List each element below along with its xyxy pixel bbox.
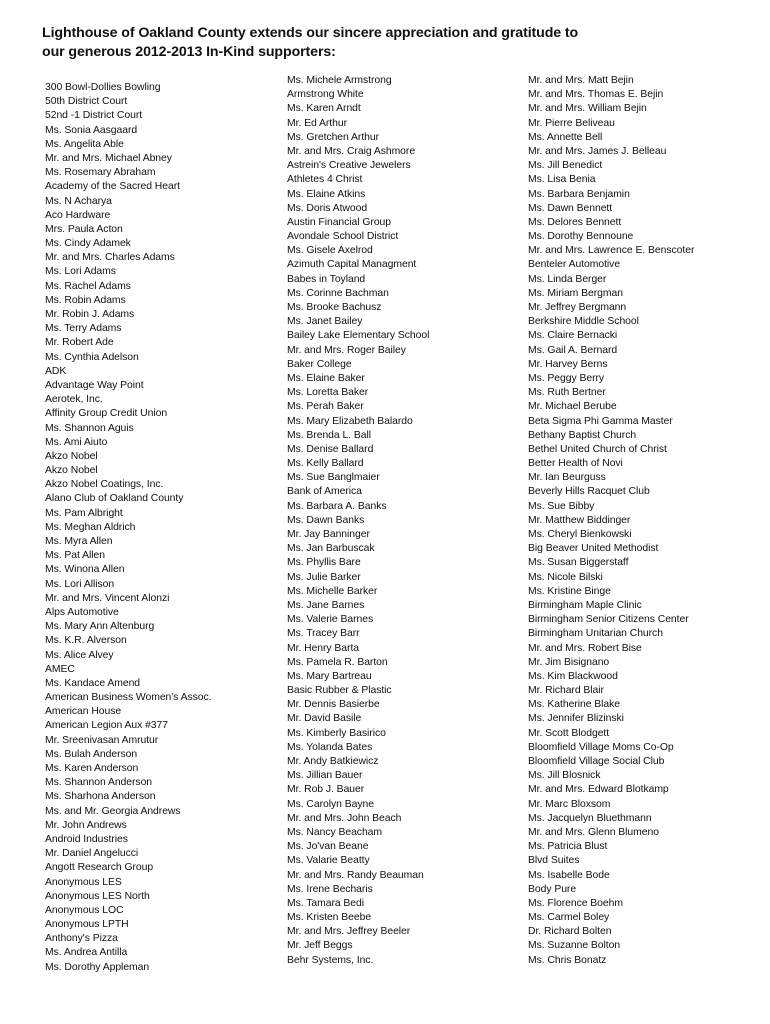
supporter-name: Ms. Nancy Beacham (287, 826, 383, 838)
supporter-name: Mr. Pierre Beliveau (528, 117, 615, 129)
supporter-name: Ms. Kim Blackwood (528, 670, 618, 682)
supporter-name: Armstrong White (287, 89, 364, 101)
supporter-name: Ms. Lori Adams (45, 266, 116, 278)
supporter-name: Athletes 4 Christ (287, 174, 363, 186)
supporter-name: Mr. and Mrs. Matt Bejin (528, 75, 634, 86)
supporter-name: Birmingham Unitarian Church (528, 628, 663, 640)
supporter-name: Ms. Jill Blosnick (528, 770, 601, 782)
supporter-name: Ms. Doris Atwood (287, 202, 368, 214)
supporter-name: Ms. Gretchen Arthur (287, 131, 380, 143)
supporter-name: Ms. Gail A. Bernard (528, 344, 618, 356)
supporter-name: Mr. and Mrs. Edward Blotkamp (528, 784, 669, 796)
supporter-name: Mr. and Mrs. Roger Bailey (287, 344, 406, 356)
supporter-name: Ms. Sharhona Anderson (45, 791, 156, 803)
supporter-name: Big Beaver United Methodist (528, 543, 659, 555)
supporter-name: Ms. Terry Adams (45, 323, 122, 335)
supporter-name: Mr. and Mrs. Lawrence E. Benscoter (528, 245, 695, 257)
supporter-name: Bloomfield Village Social Club (528, 756, 665, 767)
supporter-name: Ms. Katherine Blake (528, 699, 621, 711)
supporter-name: Ms. Janet Bailey (287, 316, 363, 328)
supporter-name: Anthony's Pizza (45, 933, 118, 945)
supporter-name: Ms. Elaine Atkins (287, 188, 366, 200)
supporter-name: Ms. Jacquelyn Bluethmann (528, 812, 652, 824)
supporter-name: Ms. Jennifer Blizinski (528, 713, 624, 725)
supporter-name: Ms. Mary Ann Altenburg (45, 621, 155, 633)
supporter-name: Mrs. Paula Acton (45, 223, 123, 235)
supporter-name: Mr. Ed Arthur (287, 117, 347, 129)
supporter-name: Mr. Rob J. Bauer (287, 784, 365, 796)
supporter-name: Ms. Bulah Anderson (45, 748, 138, 760)
supporter-name: Mr. and Mrs. Vincent Alonzi (45, 592, 170, 604)
supporters-column-1 (45, 81, 212, 975)
supporter-name: Bailey Lake Elementary School (287, 330, 430, 342)
supporter-name: Baker College (287, 358, 352, 370)
supporter-name: Dr. Richard Bolten (528, 926, 612, 938)
supporter-name: Aerotek, Inc. (45, 394, 103, 406)
supporter-name: Mr. Marc Bloxsom (528, 798, 611, 810)
supporter-name: Birmingham Maple Clinic (528, 599, 642, 611)
supporter-name: Ms. Michelle Barker (287, 585, 378, 597)
supporter-name: Ms. Florence Boehm (528, 897, 623, 909)
supporter-name: Mr. Dennis Basierbe (287, 699, 380, 711)
supporter-name: Mr. Jeff Beggs (287, 940, 353, 952)
supporter-name: Ms. Jillian Bauer (287, 770, 363, 782)
supporter-name: Ms. Gisele Axelrod (287, 245, 373, 257)
supporter-name: Ms. Rachel Adams (45, 280, 131, 292)
supporter-name: Mr. and Mrs. Jeffrey Beeler (287, 926, 411, 938)
supporter-name: Azimuth Capital Managment (287, 259, 417, 271)
supporter-name: Ms. Ami Aiuto (45, 436, 108, 448)
supporter-name: Alps Automotive (45, 606, 119, 618)
supporter-name: Ms. Chris Bonatz (528, 954, 607, 966)
supporter-name: Ms. Kristen Beebe (287, 912, 372, 924)
title-line-1: Lighthouse of Oakland County extends our sincere appreciation and gratitude to (42, 25, 579, 41)
supporter-name: Ms. Karen Anderson (45, 763, 139, 774)
supporter-name: Academy of the Sacred Heart (45, 181, 180, 193)
supporter-name: ADK (45, 365, 67, 377)
supporter-name: Ms. Phyllis Bare (287, 557, 361, 569)
supporter-name: Bank of America (287, 486, 362, 498)
title-line-2: our generous 2012-2013 In-Kind supporters: (42, 44, 336, 60)
supporter-name: Ms. Dorothy Appleman (45, 961, 150, 973)
supporter-name: Ms. Angelita Able (45, 138, 124, 150)
supporter-name: Beta Sigma Phi Gamma Master (528, 415, 673, 427)
supporter-name: Behr Systems, Inc. (287, 954, 374, 966)
supporter-name: Ms. Annette Bell (528, 131, 603, 143)
supporter-name: Babes in Toyland (287, 273, 366, 285)
supporter-name: Ms. Dorothy Bennoune (528, 231, 634, 243)
supporter-name: Mr. Jay Banninger (287, 529, 370, 540)
supporter-name: Ms. Nicole Bilski (528, 571, 603, 583)
supporter-name: Bethel United Church of Christ (528, 443, 667, 455)
supporter-name: Anonymous LES North (45, 890, 150, 902)
supporter-name: Ms. Claire Bernacki (528, 330, 618, 342)
supporter-name: Alano Club of Oakland County (45, 493, 184, 505)
supporter-name: Mr. and Mrs. Charles Adams (45, 252, 175, 264)
supporter-name: Mr. Jeffrey Bergmann (528, 302, 627, 313)
supporter-name: Akzo Nobel (45, 465, 98, 477)
supporter-name: Ms. Jill Benedict (528, 160, 603, 172)
supporter-name: Mr. Harvey Berns (528, 358, 608, 370)
supporter-name: Aco Hardware (45, 209, 111, 221)
supporter-name: Ms. Tamara Bedi (287, 897, 365, 909)
supporter-name: Ms. Cynthia Adelson (45, 351, 139, 363)
supporter-name: Mr. Ian Beurguss (528, 472, 606, 484)
supporter-name: Mr. Robin J. Adams (45, 309, 135, 320)
supporter-name: Better Health of Novi (528, 458, 623, 470)
supporter-name: Ms. Cheryl Bienkowski (528, 529, 632, 540)
supporter-name: Mr. and Mrs. William Bejin (528, 103, 647, 115)
supporter-name: Ms. Sue Banglmaier (287, 472, 380, 484)
supporter-name: Ms. Andrea Antilla (45, 947, 128, 959)
supporter-name: Ms. K.R. Alverson (45, 635, 127, 647)
supporter-name: Mr. Michael Berube (528, 401, 617, 413)
supporter-name: Ms. Tracey Barr (287, 628, 360, 640)
supporter-name: Android Industries (45, 833, 128, 845)
supporter-name: Mr. Robert Ade (45, 337, 114, 349)
supporter-name: Ms. Jane Barnes (287, 599, 365, 611)
supporter-name: Mr. and Mrs. James J. Belleau (528, 145, 667, 157)
supporter-name: Ms. N Acharya (45, 195, 112, 207)
supporter-name: Mr. and Mrs. Thomas E. Bejin (528, 89, 664, 101)
supporter-name: 50th District Court (45, 96, 128, 108)
supporter-name: Mr. and Mrs. Robert Bise (528, 642, 642, 654)
supporter-name: Ms. Pam Albright (45, 507, 123, 519)
supporter-name: Ms. Irene Becharis (287, 883, 373, 895)
supporter-name: Mr. Richard Blair (528, 685, 604, 697)
supporter-name: Birmingham Senior Citizens Center (528, 614, 689, 626)
supporter-name: Mr. Scott Blodgett (528, 727, 610, 739)
supporter-name: Ms. Sonia Aasgaard (45, 124, 138, 136)
supporter-name: Ms. Peggy Berry (528, 372, 605, 384)
supporter-name: Akzo Nobel Coatings, Inc. (45, 479, 164, 491)
supporter-name: Ms. Yolanda Bates (287, 741, 373, 753)
supporter-name: Ms. Valerie Barnes (287, 614, 374, 626)
supporter-name: Mr. David Basile (287, 713, 362, 725)
supporter-name: Ms. Kristine Binge (528, 585, 611, 597)
supporter-name: Anonymous LES (45, 876, 122, 888)
supporter-name: Ms. Denise Ballard (287, 443, 374, 455)
supporter-name: Ms. Susan Biggerstaff (528, 557, 629, 569)
supporter-name: Angott Research Group (45, 862, 154, 874)
supporter-name: Ms. Linda Berger (528, 273, 607, 285)
supporter-name: Ms. Carmel Boley (528, 912, 610, 924)
supporter-name: Austin Financial Group (287, 216, 392, 228)
supporter-name: Ms. Mary Bartreau (287, 670, 372, 682)
supporter-name: Mr. Andy Batkiewicz (287, 756, 379, 767)
supporters-column-3 (528, 74, 694, 968)
supporter-name: Ms. Miriam Bergman (528, 287, 623, 299)
supporter-name: Ms. Winona Allen (45, 564, 125, 576)
supporter-name: Ms. Lori Allison (45, 578, 115, 590)
supporter-name: Ms. Rosemary Abraham (45, 167, 156, 179)
supporter-name: Ms. Shannon Anderson (45, 777, 153, 789)
supporter-name: Affinity Group Credit Union (45, 408, 168, 420)
supporter-name: Benteler Automotive (528, 259, 621, 271)
supporter-name: Ms. and Mr. Georgia Andrews (45, 805, 181, 817)
supporter-name: AMEC (45, 663, 75, 675)
supporter-name: Ms. Loretta Baker (287, 387, 369, 399)
supporter-name: Ms. Pamela R. Barton (287, 656, 388, 668)
supporter-name: Ms. Shannon Aguis (45, 422, 134, 434)
supporter-name: Mr. and Mrs. Glenn Blumeno (528, 826, 659, 838)
supporter-name: Ms. Mary Elizabeth Balardo (287, 415, 413, 427)
supporter-name: Ms. Lisa Benia (528, 174, 596, 186)
supporter-name: Akzo Nobel (45, 450, 98, 462)
supporter-name: American Legion Aux #377 (45, 720, 168, 732)
supporter-name: Anonymous LOC (45, 904, 124, 916)
supporter-name: Body Pure (528, 883, 577, 895)
supporter-name: Bethany Baptist Church (528, 429, 637, 441)
supporter-name: Ms. Meghan Aldrich (45, 521, 136, 533)
supporter-name: American Business Women's Assoc. (45, 692, 212, 704)
supporter-name: Mr. Daniel Angelucci (45, 848, 139, 860)
supporter-name: Ms. Barbara A. Banks (287, 500, 387, 512)
supporter-name: American House (45, 706, 122, 718)
supporter-name: Mr. and Mrs. Craig Ashmore (287, 145, 416, 157)
supporter-name: Ms. Cindy Adamek (45, 238, 131, 250)
supporter-name: Mr. Sreenivasan Amrutur (45, 734, 159, 746)
supporter-name: Ms. Dawn Banks (287, 514, 365, 526)
supporter-name: Ms. Michele Armstrong (287, 75, 392, 86)
supporter-name: Ms. Brooke Bachusz (287, 302, 382, 313)
supporter-name: Ms. Barbara Benjamin (528, 188, 630, 200)
supporter-name: Basic Rubber & Plastic (287, 685, 392, 697)
supporter-name: Advantage Way Point (45, 379, 144, 391)
supporter-name: Ms. Kandace Amend (45, 677, 141, 689)
supporter-name: Ms. Jo'van Beane (287, 841, 369, 853)
supporter-name: Mr. John Andrews (45, 819, 127, 831)
supporter-name: Mr. Jim Bisignano (528, 656, 610, 668)
supporter-name: Ms. Kimberly Basirico (287, 727, 386, 739)
supporter-name: Ms. Jan Barbuscak (287, 543, 375, 555)
supporter-name: Ms. Valarie Beatty (287, 855, 370, 867)
supporter-name: Ms. Patricia Blust (528, 841, 608, 853)
page-title (42, 24, 742, 62)
supporter-name: Ms. Karen Arndt (287, 103, 361, 115)
supporter-name: Ms. Myra Allen (45, 536, 113, 547)
supporter-name: Ms. Ruth Bertner (528, 387, 606, 399)
supporter-name: Mr. Matthew Biddinger (528, 514, 631, 526)
supporter-name: Ms. Delores Bennett (528, 216, 622, 228)
supporter-name: Ms. Robin Adams (45, 294, 126, 306)
supporter-name: Ms. Sue Bibby (528, 500, 595, 512)
supporter-name: Berkshire Middle School (528, 316, 639, 328)
supporter-name: Ms. Suzanne Bolton (528, 940, 621, 952)
supporter-name: Ms. Corinne Bachman (287, 287, 389, 299)
supporter-name: Mr. and Mrs. Michael Abney (45, 152, 172, 164)
supporter-name: Blvd Suites (528, 855, 580, 867)
supporter-name: Ms. Kelly Ballard (287, 458, 364, 470)
supporter-name: Mr. and Mrs. Randy Beauman (287, 869, 424, 881)
supporters-column-2 (287, 74, 429, 968)
supporter-name: 52nd -1 District Court (45, 110, 143, 122)
supporter-name: 300 Bowl-Dollies Bowling (45, 82, 161, 93)
supporter-name: Ms. Perah Baker (287, 401, 364, 413)
supporter-name: Ms. Pat Allen (45, 550, 105, 562)
supporter-name: Ms. Carolyn Bayne (287, 798, 374, 810)
supporter-name: Astrein's Creative Jewelers (287, 160, 411, 172)
supporter-name: Bloomfield Village Moms Co-Op (528, 741, 674, 753)
supporter-name: Ms. Elaine Baker (287, 372, 365, 384)
supporter-name: Ms. Dawn Bennett (528, 202, 613, 214)
supporter-name: Anonymous LPTH (45, 919, 129, 931)
supporter-name: Avondale School District (287, 231, 399, 243)
supporter-name: Ms. Julie Barker (287, 571, 361, 583)
supporter-name: Ms. Brenda L. Ball (287, 429, 371, 441)
supporter-name: Ms. Alice Alvey (45, 649, 114, 661)
supporter-name: Ms. Isabelle Bode (528, 869, 610, 881)
supporter-name: Beverly Hills Racquet Club (528, 486, 650, 498)
supporter-name: Mr. Henry Barta (287, 642, 360, 654)
supporter-name: Mr. and Mrs. John Beach (287, 812, 402, 824)
